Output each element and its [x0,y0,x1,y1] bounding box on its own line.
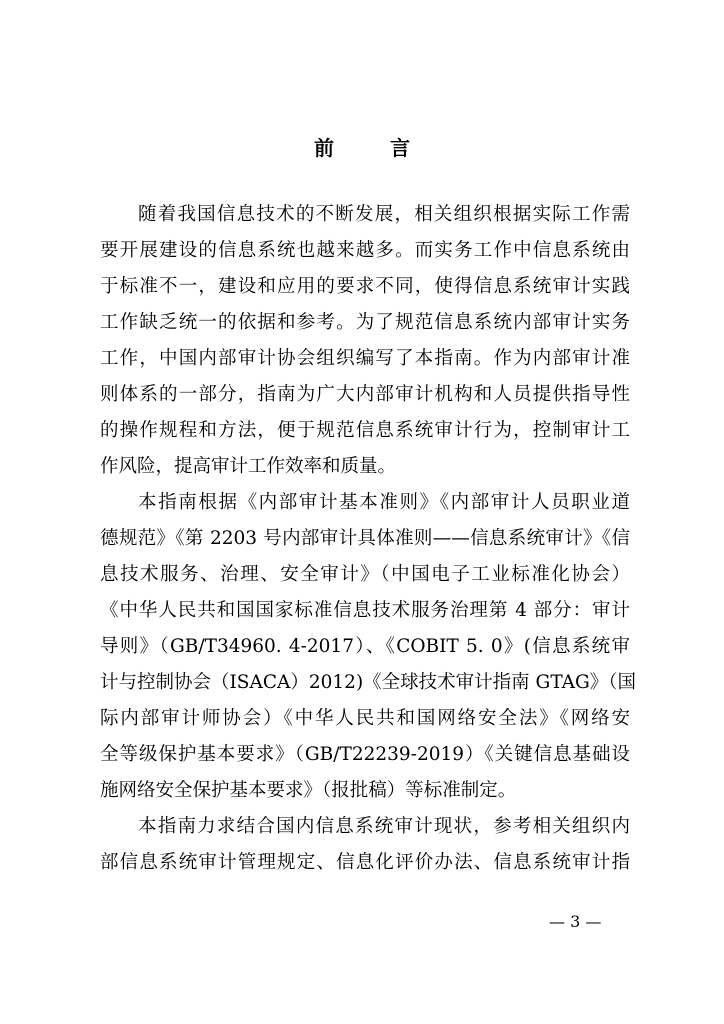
text-line: 工作，中国内部审计协会组织编写了本指南。作为内部审计准 [100,348,630,369]
text-line: 工作缺乏统一的依据和参考。为了规范信息系统内部审计实务 [100,312,630,333]
text-line: 要开展建设的信息系统也越来越多。而实务工作中信息系统由 [100,240,630,261]
text-line: 导则》（GB/T34960. 4-2017）、《COBIT 5. 0》(信息系统审 [100,636,630,657]
text-line: 则体系的一部分，指南为广大内部审计机构和人员提供指导性 [100,384,630,405]
text-line: 部信息系统审计管理规定、信息化评价办法、信息系统审计指 [100,852,630,873]
text-line: 施网络安全保护基本要求》（报批稿）等标准制定。 [100,780,517,801]
text-line: 作风险，提高审计工作效率和质量。 [100,456,397,477]
text-line: 计与控制协会（ISACA）2012)《全球技术审计指南 GTAG》（国 [100,672,637,693]
page-title: 前 言 [314,136,428,160]
text-line: 本指南根据《内部审计基本准则》《内部审计人员职业道 [138,492,630,513]
text-line: 德规范》《第 2203 号内部审计具体准则——信息系统审计》《信 [100,528,630,549]
text-line: 于标准不一，建设和应用的要求不同，使得信息系统审计实践 [100,276,630,297]
text-line: 全等级保护基本要求》（GB/T22239-2019）《关键信息基础设 [100,744,630,765]
text-line: 息技术服务、治理、安全审计》（中国电子工业标准化协会） [100,564,630,585]
text-line: 《中华人民共和国国家标准信息技术服务治理第 4 部分：审计 [100,600,630,621]
text-line: 本指南力求结合国内信息系统审计现状，参考相关组织内 [138,816,630,837]
text-line: 际内部审计师协会）《中华人民共和国网络安全法》《网络安 [100,708,630,729]
page-number: — 3 — [549,912,602,931]
text-line: 随着我国信息技术的不断发展，相关组织根据实际工作需 [138,204,630,225]
text-line: 的操作规程和方法，便于规范信息系统审计行为，控制审计工 [100,420,630,441]
